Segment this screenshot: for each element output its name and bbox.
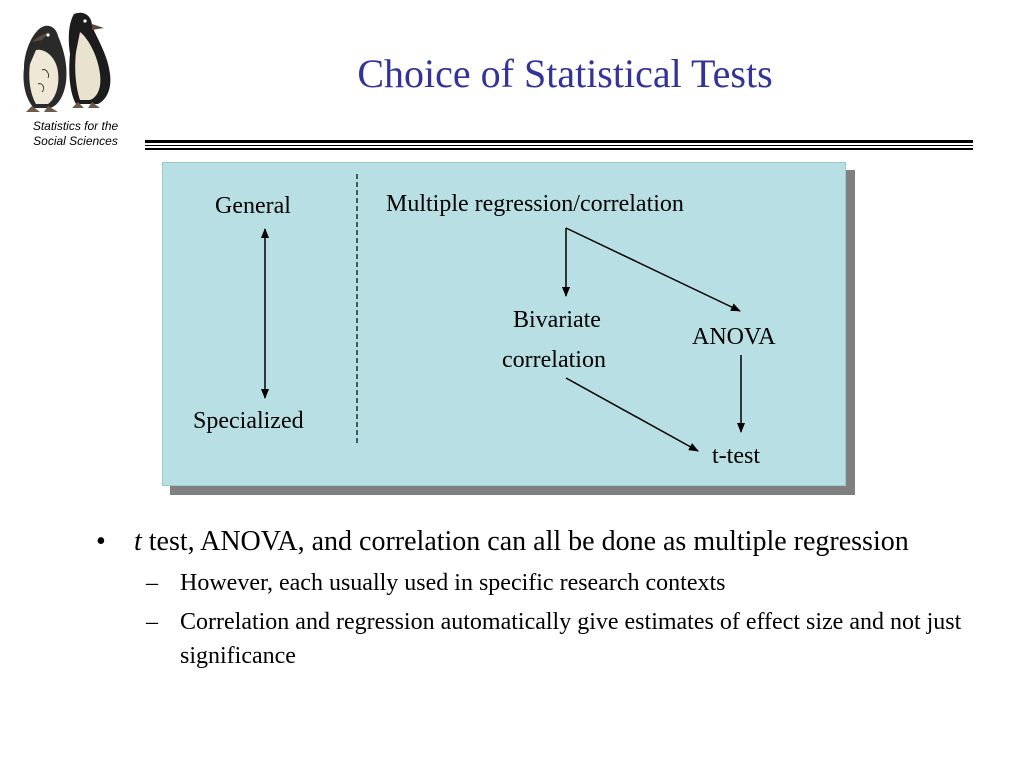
label-multiple-regression: Multiple regression/correlation [386, 191, 684, 217]
course-line-2: Social Sciences [33, 134, 118, 148]
bullet-item [96, 522, 976, 562]
bullet-italic-t: t [134, 526, 142, 557]
label-bivariate-2: correlation [502, 347, 606, 373]
sub-bullet-item [96, 566, 976, 600]
sub-bullet-text: Correlation and regression automatically give estimates of effect size and not just significance [180, 609, 962, 669]
label-anova: ANOVA [692, 324, 776, 350]
label-ttest: t-test [712, 443, 760, 469]
sub-bullet-item [96, 605, 976, 673]
arrow-multiple-to-anova [566, 228, 740, 311]
bullet-marker: • [96, 526, 106, 557]
bullet-list [96, 522, 976, 673]
label-bivariate-1: Bivariate [513, 307, 601, 333]
bullet-main-text: test, ANOVA, and correlation can all be done as multiple regression [141, 526, 909, 557]
sub-bullet-marker: – [146, 609, 158, 635]
slide-title: Choice of Statistical Tests [357, 51, 773, 96]
course-line-1: Statistics for the [32, 119, 119, 133]
label-specialized: Specialized [193, 408, 304, 434]
label-general: General [215, 193, 291, 219]
sub-bullet-text: However, each usually used in specific research contexts [180, 570, 726, 596]
sub-bullet-marker: – [146, 570, 158, 596]
arrow-bivariate-to-ttest [566, 378, 698, 451]
